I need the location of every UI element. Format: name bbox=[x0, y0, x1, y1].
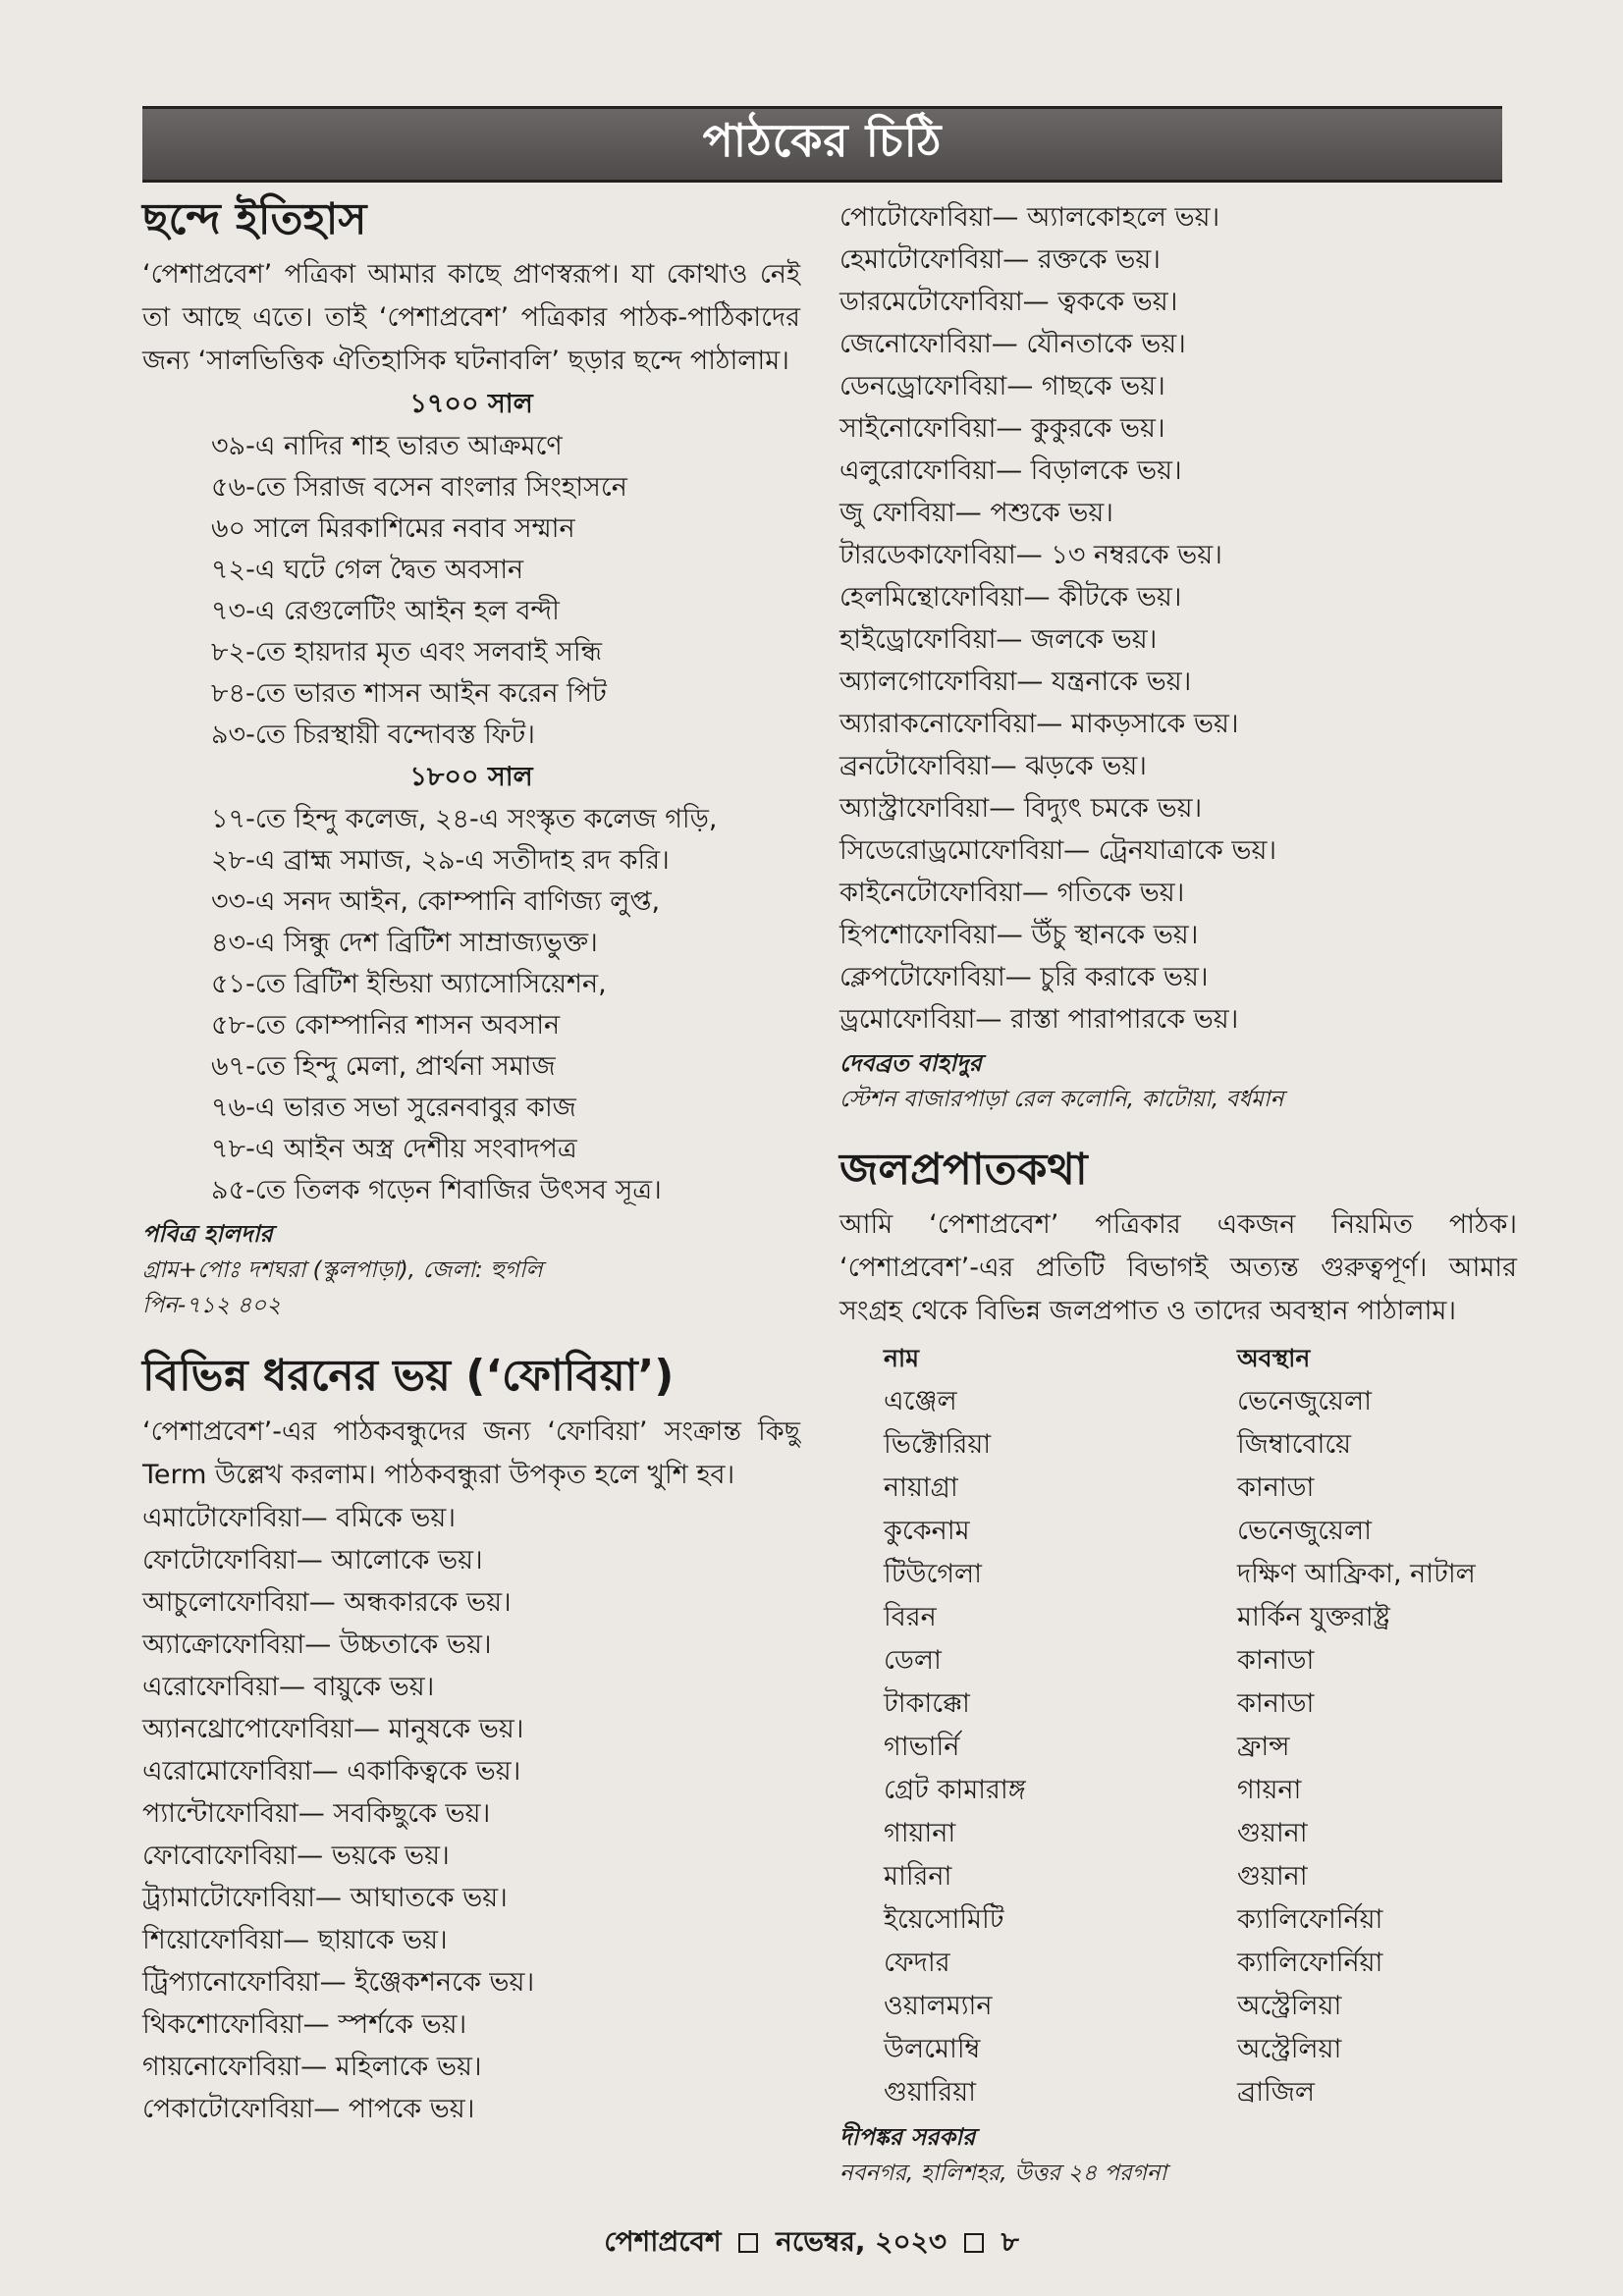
phobia-item: ডেনড্রোফোবিয়া— গাছকে ভয়। bbox=[839, 371, 1165, 401]
verse-line: ৬৭-তে হিন্দু মেলা, প্রার্থনা সমাজ bbox=[211, 1051, 556, 1083]
waterfall-location: দক্ষিণ আফ্রিকা, নাটাল bbox=[1237, 1559, 1476, 1590]
section-header-bar bbox=[142, 106, 1502, 183]
letter-intro: ‘পেশাপ্রবেশ’-এর পাঠকবন্ধুদের জন্য ‘ফোবিয়া’ সংক্রান্ত কিছু Term উল্লেখ করলাম। পাঠকবন্ধুরা উপকৃত হলে খুশি হব। bbox=[142, 1415, 800, 1490]
phobia-item: এলুরোফোবিয়া— বিড়ালকে ভয়। bbox=[839, 455, 1182, 486]
verse-line: ৪৩-এ সিন্ধু দেশ ব্রিটিশ সাম্রাজ্যভুক্ত। bbox=[211, 928, 598, 959]
waterfall-location: মার্কিন যুক্তরাষ্ট্র bbox=[1237, 1602, 1390, 1633]
separator-box-icon bbox=[964, 2233, 984, 2253]
verse-line: ২৮-এ ব্রাহ্ম সমাজ, ২৯-এ সতীদাহ রদ করি। bbox=[211, 845, 670, 877]
phobia-item: এরোফোবিয়া— বায়ুকে ভয়। bbox=[142, 1671, 435, 1702]
letter-intro: ‘পেশাপ্রবেশ’ পত্রিকা আমার কাছে প্রাণস্বরূপ। যা কোথাও নেই তা আছে এতে। তাই ‘পেশাপ্রবেশ’ পত্রিকার পাঠক-পাঠিকাদের জন্য ‘সালভিত্তিক ঐতিহাসিক ঘটনাবলি’ ছড়ার ছন্দে পাঠালাম। bbox=[142, 259, 800, 377]
phobia-item: এমাটোফোবিয়া— বমিকে ভয়। bbox=[142, 1502, 456, 1533]
left-column bbox=[142, 196, 800, 2130]
phobia-list-right bbox=[839, 196, 1517, 1041]
column-header-location: অবস্থান bbox=[1237, 1344, 1311, 1373]
waterfall-location: ভেনেজুয়েলা bbox=[1237, 1386, 1372, 1417]
waterfall-name: গায়ানা bbox=[884, 1818, 956, 1849]
phobia-item: অ্যারাকনোফোবিয়া— মাকড়সাকে ভয়। bbox=[839, 709, 1239, 739]
phobia-item: অ্যানথ্রোপোফোবিয়া— মানুষকে ভয়। bbox=[142, 1713, 524, 1744]
letter-intro: আমি ‘পেশাপ্রবেশ’ পত্রিকার একজন নিয়মিত পাঠক। ‘পেশাপ্রবেশ’-এর প্রতিটি বিভাগই অত্যন্ত গুরুত্বপূর্ণ। আমার সংগ্রহ থেকে বিভিন্ন জলপ্রপাত ও তাদের অবস্থান পাঠালাম। bbox=[839, 1209, 1517, 1327]
phobia-item: ক্লেপটোফোবিয়া— চুরি করাকে ভয়। bbox=[839, 962, 1209, 992]
waterfall-name: ফেদার bbox=[884, 1948, 950, 1979]
phobia-item: পেকাটোফোবিয়া— পাপকে ভয়। bbox=[142, 2093, 475, 2124]
verse-line: ৩৯-এ নাদির শাহ ভারত আক্রমণে bbox=[211, 431, 563, 462]
letter-title: বিভিন্ন ধরনের ভয় (‘ফোবিয়া’) bbox=[142, 1351, 675, 1402]
waterfall-location: অস্ট্রেলিয়া bbox=[1237, 1991, 1342, 2022]
year-heading: ১৭০০ সাল bbox=[409, 389, 533, 420]
letter-waterfalls bbox=[839, 1147, 1517, 2191]
phobia-item: হেলমিন্থোফোবিয়া— কীটকে ভয়। bbox=[839, 582, 1182, 613]
letter-title: জলপ্রপাতকথা bbox=[839, 1145, 1088, 1195]
letter-phobia bbox=[142, 1353, 800, 2129]
waterfall-name: গ্রেট কামারাঙ্গ bbox=[884, 1775, 1026, 1806]
waterfall-name: মারিনা bbox=[884, 1861, 952, 1893]
waterfall-name: কুকেনাম bbox=[884, 1516, 970, 1547]
issue-date: নভেম্বর, ২০২৩ bbox=[776, 2225, 947, 2258]
verse-line: ৫১-তে ব্রিটিশ ইন্ডিয়া অ্যাসোসিয়েশন, bbox=[211, 969, 607, 1000]
waterfall-name: টাকাক্কো bbox=[884, 1688, 970, 1720]
phobia-item: শিয়োফোবিয়া— ছায়াকে ভয়। bbox=[142, 1924, 448, 1955]
waterfall-name: ইয়েসোমিটি bbox=[884, 1904, 1004, 1936]
phobia-item: ট্রিপ্যানোফোবিয়া— ইঞ্জেকশনকে ভয়। bbox=[142, 1966, 535, 1998]
verse-line: ৭২-এ ঘটে গেল দ্বৈত অবসান bbox=[211, 555, 524, 586]
phobia-item: হাইড্রোফোবিয়া— জলকে ভয়। bbox=[839, 624, 1158, 655]
verse-line: ৫৬-তে সিরাজ বসেন বাংলার সিংহাসনে bbox=[211, 472, 627, 504]
waterfall-location: কানাডা bbox=[1237, 1688, 1315, 1720]
waterfall-location: কানাডা bbox=[1237, 1645, 1315, 1677]
letter-history-rhyme bbox=[142, 196, 800, 1323]
author-address: নবনগর, হালিশহর, উত্তর ২৪ পরগনা bbox=[839, 2161, 1167, 2187]
waterfall-table bbox=[884, 1337, 1517, 2114]
waterfall-location: গুয়ানা bbox=[1237, 1861, 1308, 1893]
waterfall-name: উলমোম্বি bbox=[884, 2034, 981, 2065]
waterfall-location: জিম্বাবোয়ে bbox=[1237, 1429, 1352, 1461]
phobia-item: হেমাটোফোবিয়া— রক্তকে ভয়। bbox=[839, 244, 1161, 275]
phobia-item: ব্রনটোফোবিয়া— ঝড়কে ভয়। bbox=[839, 751, 1147, 781]
phobia-item: এরোমোফোবিয়া— একাকিত্বকে ভয়। bbox=[142, 1755, 521, 1787]
phobia-item: ট্র্যামাটোফোবিয়া— আঘাতকে ভয়। bbox=[142, 1882, 508, 1913]
separator-box-icon bbox=[738, 2233, 758, 2253]
phobia-item: সিডেরোড্রমোফোবিয়া— ট্রেনযাত্রাকে ভয়। bbox=[839, 835, 1277, 866]
phobia-item: আচুলোফোবিয়া— অন্ধকারকে ভয়। bbox=[142, 1586, 512, 1618]
phobia-item: কাইনেটোফোবিয়া— গতিকে ভয়। bbox=[839, 878, 1185, 908]
author-address: গ্রাম+পোঃ দশঘরা (স্কুলপাড়া), জেলা: হুগলি bbox=[142, 1257, 543, 1284]
verse-block-1800 bbox=[142, 799, 800, 1211]
verse-block-1700 bbox=[142, 426, 800, 756]
page-title: পাঠকের চিঠি bbox=[702, 114, 943, 167]
waterfall-location: ফ্রান্স bbox=[1237, 1732, 1290, 1763]
waterfall-name: বিরন bbox=[884, 1602, 937, 1633]
phobia-item: জু ফোবিয়া— পশুকে ভয়। bbox=[839, 498, 1113, 528]
waterfall-name: ডেলা bbox=[884, 1645, 942, 1677]
verse-line: ৮৪-তে ভারত শাসন আইন করেন পিট bbox=[211, 678, 607, 710]
phobia-item: গায়নোফোবিয়া— মহিলাকে ভয়। bbox=[142, 2051, 482, 2082]
verse-line: ৫৮-তে কোম্পানির শাসন অবসান bbox=[211, 1010, 561, 1041]
waterfall-location: কানাডা bbox=[1237, 1472, 1315, 1504]
page-footer bbox=[0, 2220, 1623, 2267]
waterfall-location: ভেনেজুয়েলা bbox=[1237, 1516, 1372, 1547]
waterfall-name: গুয়ারিয়া bbox=[884, 2077, 976, 2109]
phobia-item: সাইনোফোবিয়া— কুকুরকে ভয়। bbox=[839, 413, 1165, 444]
letter-title: ছন্দে ইতিহাস bbox=[142, 194, 367, 244]
verse-line: ৩৩-এ সনদ আইন, কোম্পানি বাণিজ্য লুপ্ত, bbox=[211, 886, 661, 918]
author-name: দেবব্রত বাহাদুর bbox=[839, 1049, 982, 1077]
verse-line: ৭৬-এ ভারত সভা সুরেনবাবুর কাজ bbox=[211, 1093, 576, 1124]
phobia-item: অ্যালগোফোবিয়া— যন্ত্রনাকে ভয়। bbox=[839, 667, 1192, 697]
waterfall-name: নায়াগ্রা bbox=[884, 1472, 958, 1504]
waterfall-location: গুয়ানা bbox=[1237, 1818, 1308, 1849]
phobia-item: ডারমেটোফোবিয়া— ত্বককে ভয়। bbox=[839, 287, 1178, 317]
waterfall-location: অস্ট্রেলিয়া bbox=[1237, 2034, 1342, 2065]
phobia-item: অ্যাক্রোফোবিয়া— উচ্চতাকে ভয়। bbox=[142, 1629, 492, 1660]
verse-line: ৭৮-এ আইন অস্ত্র দেশীয় সংবাদপত্র bbox=[211, 1134, 577, 1165]
waterfall-name: ওয়ালম্যান bbox=[884, 1991, 993, 2022]
phobia-item: পোটোফোবিয়া— অ্যালকোহলে ভয়। bbox=[839, 202, 1220, 233]
author-address: স্টেশন বাজারপাড়া রেল কলোনি, কাটোয়া, বর্ধমান bbox=[839, 1087, 1284, 1112]
waterfall-location: গায়না bbox=[1237, 1775, 1302, 1806]
verse-line: ৯৫-তে তিলক গড়েন শিবাজির উৎসব সূত্র। bbox=[211, 1175, 662, 1206]
waterfall-name: গাভার্নি bbox=[884, 1732, 960, 1763]
author-name: দীপঙ্কর সরকার bbox=[839, 2123, 976, 2152]
author-name: পবিত্র হালদার bbox=[142, 1220, 273, 1249]
page-number: ৮ bbox=[1001, 2225, 1019, 2258]
phobia-item: জেনোফোবিয়া— যৌনতাকে ভয়। bbox=[839, 329, 1186, 359]
phobia-item: ফোটোফোবিয়া— আলোকে ভয়। bbox=[142, 1544, 483, 1575]
waterfall-name: এঞ্জেল bbox=[884, 1386, 957, 1417]
verse-line: ৭৩-এ রেগুলেটিং আইন হল বন্দী bbox=[211, 596, 560, 627]
phobia-item: অ্যাস্ট্রাফোবিয়া— বিদ্যুৎ চমকে ভয়। bbox=[839, 793, 1203, 824]
verse-line: ৮২-তে হায়দার মৃত এবং সলবাই সন্ধি bbox=[211, 637, 602, 668]
phobia-item: হিপশোফোবিয়া— উঁচু স্থানকে ভয়। bbox=[839, 920, 1199, 950]
column-header-name: নাম bbox=[884, 1344, 920, 1373]
verse-line: ৬০ সালে মিরকাশিমের নবাব সম্মান bbox=[211, 513, 575, 545]
author-pincode: পিন-৭১২ ৪০২ bbox=[142, 1293, 282, 1319]
waterfall-name: ভিক্টোরিয়া bbox=[884, 1429, 992, 1461]
magazine-name: পেশাপ্রবেশ bbox=[604, 2225, 722, 2258]
spacer bbox=[839, 1117, 1517, 1147]
year-heading: ১৮০০ সাল bbox=[409, 762, 533, 793]
phobia-item: ফোবোফোবিয়া— ভয়কে ভয়। bbox=[142, 1840, 450, 1871]
spacer bbox=[142, 1323, 800, 1353]
verse-line: ৯৩-তে চিরস্থায়ী বন্দোবস্ত ফিট। bbox=[211, 720, 535, 751]
waterfall-location: ব্রাজিল bbox=[1237, 2077, 1316, 2109]
phobia-item: টারডেকাফোবিয়া— ১৩ নম্বরকে ভয়। bbox=[839, 540, 1222, 570]
phobia-item: প্যান্টোফোবিয়া— সবকিছুকে ভয়। bbox=[142, 1797, 491, 1829]
waterfall-location: ক্যালিফোর্নিয়া bbox=[1237, 1948, 1383, 1979]
phobia-item: থিকশোফোবিয়া— স্পর্শকে ভয়। bbox=[142, 2008, 467, 2040]
waterfall-location: ক্যালিফোর্নিয়া bbox=[1237, 1904, 1383, 1936]
verse-line: ১৭-তে হিন্দু কলেজ, ২৪-এ সংস্কৃত কলেজ গড়ি, bbox=[211, 804, 718, 835]
phobia-list-left bbox=[142, 1497, 800, 2130]
phobia-item: ড্রমোফোবিয়া— রাস্তা পারাপারকে ভয়। bbox=[839, 1004, 1239, 1035]
right-column bbox=[839, 196, 1517, 2191]
waterfall-name: টিউগেলা bbox=[884, 1559, 982, 1590]
